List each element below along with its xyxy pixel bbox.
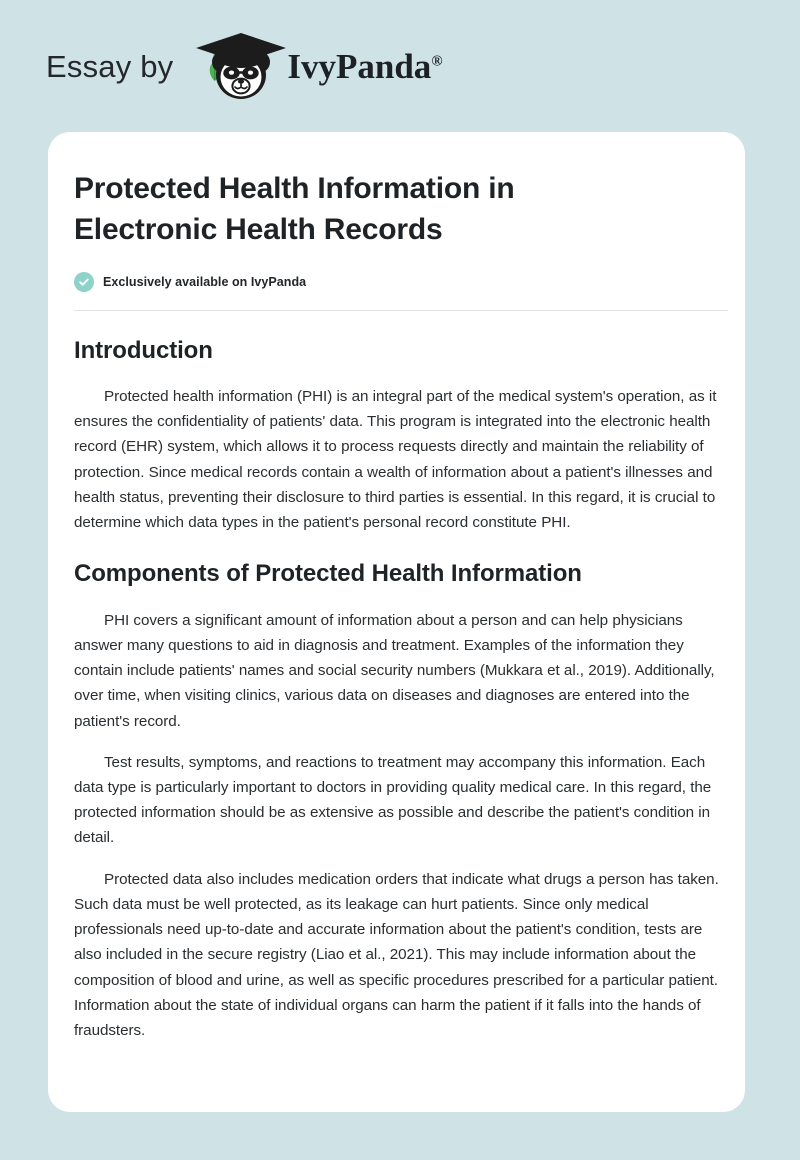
page-title: Protected Health Information in Electronic Health Records [74,172,515,247]
paragraph: PHI covers a significant amount of information about a person and can help physicians answer many questions to aid in diagnosis and treatment. Examples of the information they contain include patients' names and social security numbers (Mukkara et al., 2019). Additionally, over time, when visiting clinics, various data on diseases and diagnoses are entered into the patient's record. [74,611,715,730]
section-heading-introduction: Introduction [74,336,213,364]
panda-graduate-logo-icon [189,29,293,103]
essay-content [74,132,719,1043]
registered-trademark-mark: ® [431,52,443,69]
essay-by-label: Essay by [46,48,174,84]
check-circle-icon [74,272,94,292]
brand-header [0,0,800,132]
essay-card [48,132,745,1112]
ivypanda-wordmark-text: IvyPanda [287,46,432,86]
ivypanda-logo[interactable] [189,29,442,103]
paragraph: Test results, symptoms, and reactions to treatment may accompany this information. Each data type is particularly important to doctors in providing quality medical care. In this regard, the protected information should be as extensive as possible and describe the patient's condition in detail. [74,753,712,847]
ivypanda-wordmark [287,46,443,86]
section-heading-components: Components of Protected Health Information [74,560,582,588]
exclusive-badge-label: Exclusively available on IvyPanda [103,274,307,289]
exclusive-badge [74,272,719,292]
header-divider [74,310,728,311]
paragraph: Protected data also includes medication orders that indicate what drugs a person has taken. Such data must be well protected, as its leakage can hurt patients. Since only medical professionals need up-to-date and accurate information about the patient's condition, tests are also included in the secure registry (Liao et al., 2021). This may include information about the composition of blood and urine, as well as specific procedures prescribed for a particular patient. Information about the state of individual organs can harm the patient if it falls into the hands of fraudsters. [74,870,719,1040]
paragraph: Protected health information (PHI) is an integral part of the medical system's operation, as it ensures the confidentiality of patients' data. This program is integrated into the electronic health record (EHR) system, which allows it to process requests directly and maintain the reliability of protection. Since medical records contain a wealth of information about a patient's illnesses and health status, preventing their disclosure to third parties is essential. In this regard, it is crucial to determine which data types in the patient's personal record constitute PHI. [74,387,717,532]
